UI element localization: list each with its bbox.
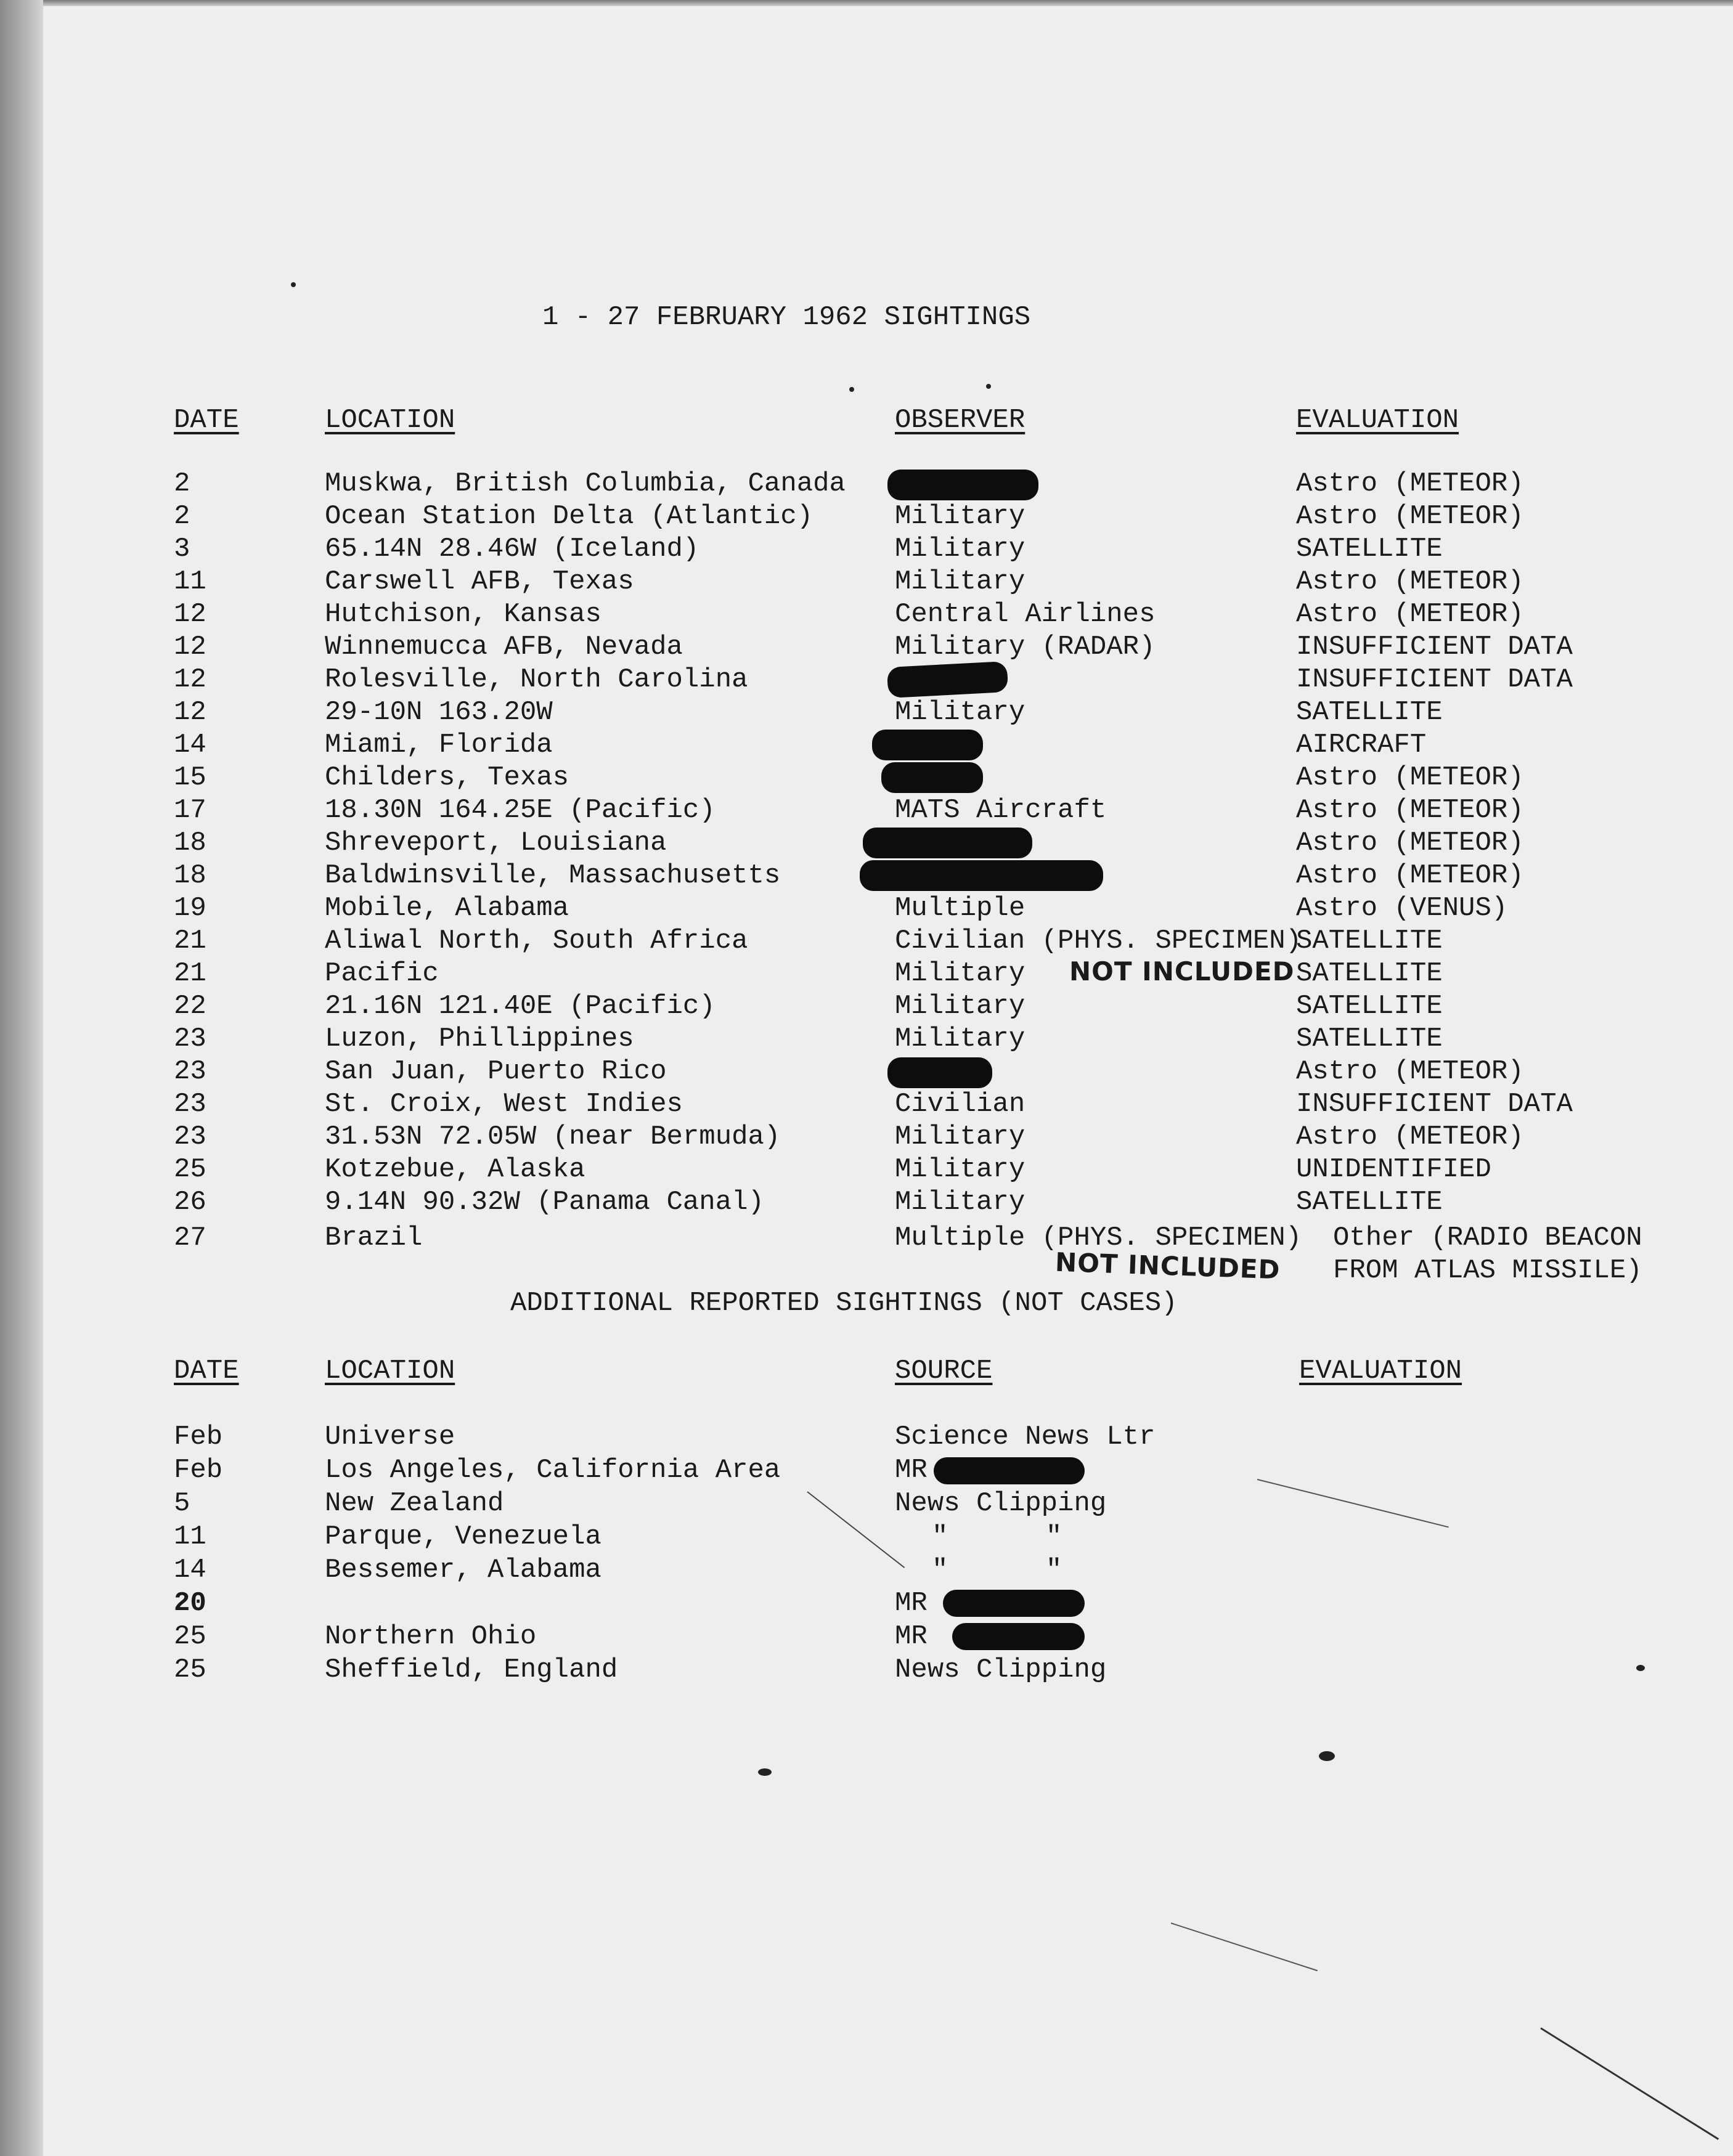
scan-speck bbox=[291, 282, 296, 287]
row-date: 23 bbox=[174, 1089, 206, 1120]
row-date: 12 bbox=[174, 697, 206, 728]
additional-row-location: Bessemer, Alabama bbox=[325, 1555, 601, 1585]
row-observer: Military bbox=[895, 501, 1026, 532]
additional-row-date: 5 bbox=[174, 1488, 190, 1519]
row-date: 19 bbox=[174, 893, 206, 924]
row-observer: Central Airlines bbox=[895, 599, 1156, 630]
row-observer: Military bbox=[895, 1187, 1026, 1218]
redaction-bar bbox=[872, 730, 983, 760]
row-location: Brazil bbox=[325, 1222, 423, 1253]
row-evaluation: Astro (METEOR) bbox=[1296, 828, 1524, 858]
row-evaluation: SATELLITE bbox=[1296, 1187, 1443, 1218]
row-evaluation: Astro (METEOR) bbox=[1296, 468, 1524, 499]
row-evaluation: SATELLITE bbox=[1296, 958, 1443, 989]
row-evaluation: Astro (METEOR) bbox=[1296, 762, 1524, 793]
row-location: Miami, Florida bbox=[325, 730, 553, 760]
row-observer: Military bbox=[895, 1121, 1026, 1152]
additional-row-location: Parque, Venezuela bbox=[325, 1521, 601, 1552]
row-date: 26 bbox=[174, 1187, 206, 1218]
additional-row-date: 14 bbox=[174, 1555, 206, 1585]
row-observer: Military bbox=[895, 958, 1026, 989]
row-location: Carswell AFB, Texas bbox=[325, 566, 634, 597]
row-location: 9.14N 90.32W (Panama Canal) bbox=[325, 1187, 764, 1218]
row-evaluation: Astro (METEOR) bbox=[1296, 501, 1524, 532]
row-observer: Multiple bbox=[895, 893, 1026, 924]
row-evaluation: Other (RADIO BEACON bbox=[1333, 1222, 1642, 1253]
row-date: 17 bbox=[174, 795, 206, 826]
row-evaluation: SATELLITE bbox=[1296, 534, 1443, 564]
additional-row-location: Northern Ohio bbox=[325, 1621, 537, 1652]
redaction-bar bbox=[881, 762, 983, 793]
row-date: 23 bbox=[174, 1121, 206, 1152]
row-observer: Military bbox=[895, 534, 1026, 564]
row-evaluation: Astro (METEOR) bbox=[1296, 795, 1524, 826]
row-location: 65.14N 28.46W (Iceland) bbox=[325, 534, 699, 564]
row-observer: Military (RADAR) bbox=[895, 632, 1156, 662]
row-observer: Military bbox=[895, 566, 1026, 597]
additional-header-location: LOCATION bbox=[325, 1356, 455, 1386]
row-date: 12 bbox=[174, 664, 206, 695]
row-date: 3 bbox=[174, 534, 190, 564]
row-observer: Military bbox=[895, 991, 1026, 1022]
additional-row-date: Feb bbox=[174, 1455, 223, 1486]
row-evaluation: INSUFFICIENT DATA bbox=[1296, 632, 1573, 662]
row-date: 21 bbox=[174, 958, 206, 989]
row-observer: Multiple (PHYS. SPECIMEN) bbox=[895, 1222, 1302, 1253]
row-date: 14 bbox=[174, 730, 206, 760]
additional-row-source: News Clipping bbox=[895, 1654, 1107, 1685]
additional-row-date: 11 bbox=[174, 1521, 206, 1552]
row-evaluation: Astro (METEOR) bbox=[1296, 599, 1524, 630]
additional-row-source: MR bbox=[895, 1588, 928, 1619]
header-date: DATE bbox=[174, 405, 239, 436]
row-observer: Military bbox=[895, 1023, 1026, 1054]
page-title: 1 - 27 FEBRUARY 1962 SIGHTINGS bbox=[542, 302, 1031, 333]
row-location: Hutchison, Kansas bbox=[325, 599, 601, 630]
row-location: Mobile, Alabama bbox=[325, 893, 569, 924]
row-date: 21 bbox=[174, 925, 206, 956]
row-evaluation: Astro (METEOR) bbox=[1296, 1121, 1524, 1152]
additional-header-date: DATE bbox=[174, 1356, 239, 1386]
row-date: 23 bbox=[174, 1023, 206, 1054]
row-evaluation: AIRCRAFT bbox=[1296, 730, 1427, 760]
row-location: Aliwal North, South Africa bbox=[325, 925, 748, 956]
row-observer: Civilian bbox=[895, 1089, 1026, 1120]
handwritten-note: NOT INCLUDED bbox=[1069, 956, 1295, 986]
additional-row-date: 20 bbox=[174, 1588, 206, 1619]
redaction-bar bbox=[887, 1057, 992, 1088]
additional-row-date: 25 bbox=[174, 1654, 206, 1685]
additional-header-evaluation: EVALUATION bbox=[1299, 1356, 1462, 1386]
redaction-bar bbox=[952, 1623, 1085, 1650]
header-observer: OBSERVER bbox=[895, 405, 1026, 436]
row-evaluation: Astro (METEOR) bbox=[1296, 566, 1524, 597]
scan-left-edge bbox=[0, 0, 43, 2156]
additional-row-location: Sheffield, England bbox=[325, 1654, 618, 1685]
row-location: Shreveport, Louisiana bbox=[325, 828, 667, 858]
row-location: Luzon, Phillippines bbox=[325, 1023, 634, 1054]
additional-row-location: New Zealand bbox=[325, 1488, 504, 1519]
row-date: 25 bbox=[174, 1154, 206, 1185]
scan-speck bbox=[849, 387, 854, 392]
row-location: San Juan, Puerto Rico bbox=[325, 1056, 667, 1087]
redaction-bar bbox=[863, 828, 1032, 858]
additional-row-source: " " bbox=[932, 1555, 1062, 1585]
row-location: 18.30N 164.25E (Pacific) bbox=[325, 795, 716, 826]
row-date: 11 bbox=[174, 566, 206, 597]
row-location: Pacific bbox=[325, 958, 439, 989]
header-location: LOCATION bbox=[325, 405, 455, 436]
additional-row-location: Los Angeles, California Area bbox=[325, 1455, 781, 1486]
header-evaluation: EVALUATION bbox=[1296, 405, 1459, 436]
additional-header-source: SOURCE bbox=[895, 1356, 993, 1386]
row-location: Baldwinsville, Massachusetts bbox=[325, 860, 781, 891]
row-location: Childers, Texas bbox=[325, 762, 569, 793]
row-location: St. Croix, West Indies bbox=[325, 1089, 683, 1120]
row-observer: Military bbox=[895, 1154, 1026, 1185]
row-date: 15 bbox=[174, 762, 206, 793]
additional-row-location: Universe bbox=[325, 1422, 455, 1452]
row-location: Winnemucca AFB, Nevada bbox=[325, 632, 683, 662]
scan-top-edge bbox=[43, 0, 1733, 6]
additional-row-source: " " bbox=[932, 1521, 1062, 1552]
row-evaluation: SATELLITE bbox=[1296, 1023, 1443, 1054]
row-location: Kotzebue, Alaska bbox=[325, 1154, 585, 1185]
scan-speck bbox=[986, 384, 991, 389]
additional-row-source: MR bbox=[895, 1455, 928, 1486]
row-evaluation: UNIDENTIFIED bbox=[1296, 1154, 1491, 1185]
row-evaluation-continued: FROM ATLAS MISSILE) bbox=[1333, 1255, 1642, 1286]
redaction-bar bbox=[943, 1590, 1085, 1617]
scan-speck bbox=[1319, 1751, 1335, 1761]
row-evaluation: SATELLITE bbox=[1296, 925, 1443, 956]
row-evaluation: Astro (VENUS) bbox=[1296, 893, 1508, 924]
additional-row-source: MR bbox=[895, 1621, 928, 1652]
row-location: 29-10N 163.20W bbox=[325, 697, 553, 728]
row-location: 31.53N 72.05W (near Bermuda) bbox=[325, 1121, 781, 1152]
row-observer: Military bbox=[895, 697, 1026, 728]
scan-speck bbox=[1636, 1665, 1645, 1671]
row-location: 21.16N 121.40E (Pacific) bbox=[325, 991, 716, 1022]
row-location: Ocean Station Delta (Atlantic) bbox=[325, 501, 813, 532]
row-date: 12 bbox=[174, 632, 206, 662]
scan-speck bbox=[758, 1768, 772, 1776]
redaction-bar bbox=[934, 1457, 1085, 1484]
row-date: 23 bbox=[174, 1056, 206, 1087]
row-date: 18 bbox=[174, 860, 206, 891]
redaction-bar bbox=[887, 470, 1038, 500]
row-evaluation: Astro (METEOR) bbox=[1296, 860, 1524, 891]
row-evaluation: INSUFFICIENT DATA bbox=[1296, 664, 1573, 695]
additional-row-date: Feb bbox=[174, 1422, 223, 1452]
row-date: 27 bbox=[174, 1222, 206, 1253]
row-date: 2 bbox=[174, 468, 190, 499]
row-evaluation: Astro (METEOR) bbox=[1296, 1056, 1524, 1087]
row-date: 12 bbox=[174, 599, 206, 630]
additional-row-date: 25 bbox=[174, 1621, 206, 1652]
row-date: 22 bbox=[174, 991, 206, 1022]
redaction-bar bbox=[887, 661, 1008, 698]
row-date: 18 bbox=[174, 828, 206, 858]
row-observer: Civilian (PHYS. SPECIMEN) bbox=[895, 925, 1302, 956]
row-evaluation: INSUFFICIENT DATA bbox=[1296, 1089, 1573, 1120]
additional-row-source: News Clipping bbox=[895, 1488, 1107, 1519]
row-evaluation: SATELLITE bbox=[1296, 697, 1443, 728]
redaction-bar bbox=[860, 860, 1103, 891]
handwritten-note: NOT INCLUDED bbox=[1054, 1247, 1281, 1285]
row-location: Rolesville, North Carolina bbox=[325, 664, 748, 695]
row-evaluation: SATELLITE bbox=[1296, 991, 1443, 1022]
row-date: 2 bbox=[174, 501, 190, 532]
row-location: Muskwa, British Columbia, Canada bbox=[325, 468, 846, 499]
additional-section-title: ADDITIONAL REPORTED SIGHTINGS (NOT CASES) bbox=[510, 1288, 1178, 1319]
additional-row-source: Science News Ltr bbox=[895, 1422, 1156, 1452]
row-observer: MATS Aircraft bbox=[895, 795, 1107, 826]
